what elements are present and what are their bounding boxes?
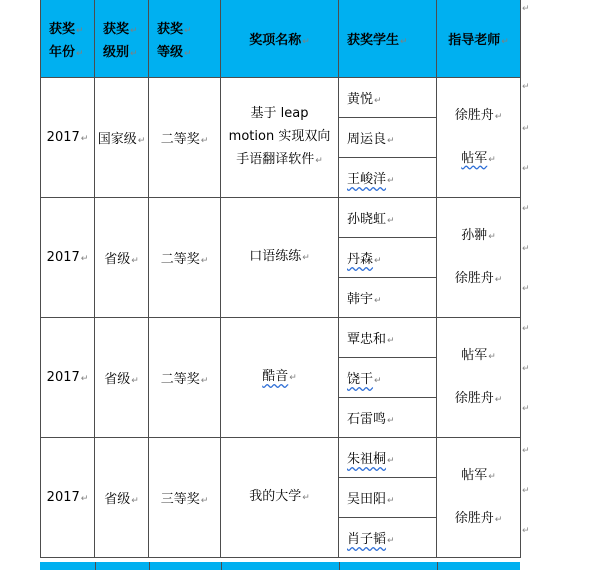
student-cell: 石雷鸣↵ [339, 398, 437, 438]
award-name-cell: 基于 leap motion 实现双向 手语翻译软件↵ [221, 78, 339, 198]
row-end-mark: ↵ [522, 124, 530, 134]
row-end-mark: ↵ [522, 4, 530, 14]
student-cell: 饶干↵ [339, 358, 437, 398]
header-grade-line1: 获奖 [157, 21, 184, 37]
student-cell: 黄悦↵ [339, 78, 437, 118]
row-end-mark: ↵ [522, 446, 530, 456]
header-students: 获奖学生↵ [339, 0, 437, 78]
level-cell: 省级↵ [95, 318, 149, 438]
header-level-line2: 级别 [103, 44, 130, 60]
grade-cell: 二等奖↵ [149, 78, 221, 198]
grade-cell: 三等奖↵ [149, 438, 221, 558]
header-teachers: 指导老师↵ [437, 0, 521, 78]
header-level: 获奖↵ 级别↵ [95, 0, 149, 78]
header-grade: 获奖↵ 等级↵ [149, 0, 221, 78]
header-grade-line2: 等级 [157, 44, 184, 60]
header-award-name: 奖项名称↵ [221, 0, 339, 78]
row-end-mark: ↵ [522, 244, 530, 254]
header-year-line2: 年份 [49, 44, 76, 60]
strip-divider [437, 562, 438, 570]
next-header-strip [40, 562, 520, 570]
year-cell: 2017↵ [41, 78, 95, 198]
row-end-mark: ↵ [522, 82, 530, 92]
level-cell: 国家级↵ [95, 78, 149, 198]
year-cell: 2017↵ [41, 198, 95, 318]
table-row [41, 78, 521, 118]
year-cell: 2017↵ [41, 318, 95, 438]
award-name-cell: 我的大学↵ [221, 438, 339, 558]
row-end-mark: ↵ [522, 164, 530, 174]
header-level-line1: 获奖 [103, 21, 130, 37]
student-cell: 肖子韬↵ [339, 518, 437, 558]
row-end-mark: ↵ [522, 486, 530, 496]
grade-cell: 二等奖↵ [149, 198, 221, 318]
table-row [41, 438, 521, 478]
teacher-cell: 帖军↵ 徐胜舟↵ [437, 438, 521, 558]
award-name-cell: 酷音↵ [221, 318, 339, 438]
teacher-cell: 徐胜舟↵ 帖军↵ [437, 78, 521, 198]
header-year-line1: 获奖 [49, 21, 76, 37]
student-cell: 韩宇↵ [339, 278, 437, 318]
student-cell: 吴田阳↵ [339, 478, 437, 518]
header-row [41, 0, 521, 78]
row-end-mark: ↵ [522, 204, 530, 214]
level-cell: 省级↵ [95, 198, 149, 318]
student-cell: 王峻洋↵ [339, 158, 437, 198]
strip-divider [339, 562, 340, 570]
row-end-mark: ↵ [522, 526, 530, 536]
student-cell: 孙晓虹↵ [339, 198, 437, 238]
row-end-mark: ↵ [522, 324, 530, 334]
student-cell: 丹森↵ [339, 238, 437, 278]
header-year: 获奖↵ 年份↵ [41, 0, 95, 78]
strip-divider [149, 562, 150, 570]
grade-cell: 二等奖↵ [149, 318, 221, 438]
row-end-mark: ↵ [522, 404, 530, 414]
teacher-cell: 帖军↵ 徐胜舟↵ [437, 318, 521, 438]
table-row [41, 318, 521, 358]
row-end-mark: ↵ [522, 364, 530, 374]
student-cell: 覃忠和↵ [339, 318, 437, 358]
year-cell: 2017↵ [41, 438, 95, 558]
student-cell: 周运良↵ [339, 118, 437, 158]
strip-divider [95, 562, 96, 570]
row-end-mark: ↵ [522, 284, 530, 294]
student-cell: 朱祖桐↵ [339, 438, 437, 478]
teacher-cell: 孙翀↵ 徐胜舟↵ [437, 198, 521, 318]
award-name-cell: 口语练练↵ [221, 198, 339, 318]
strip-divider [221, 562, 222, 570]
awards-table [40, 0, 521, 558]
level-cell: 省级↵ [95, 438, 149, 558]
table-row [41, 198, 521, 238]
